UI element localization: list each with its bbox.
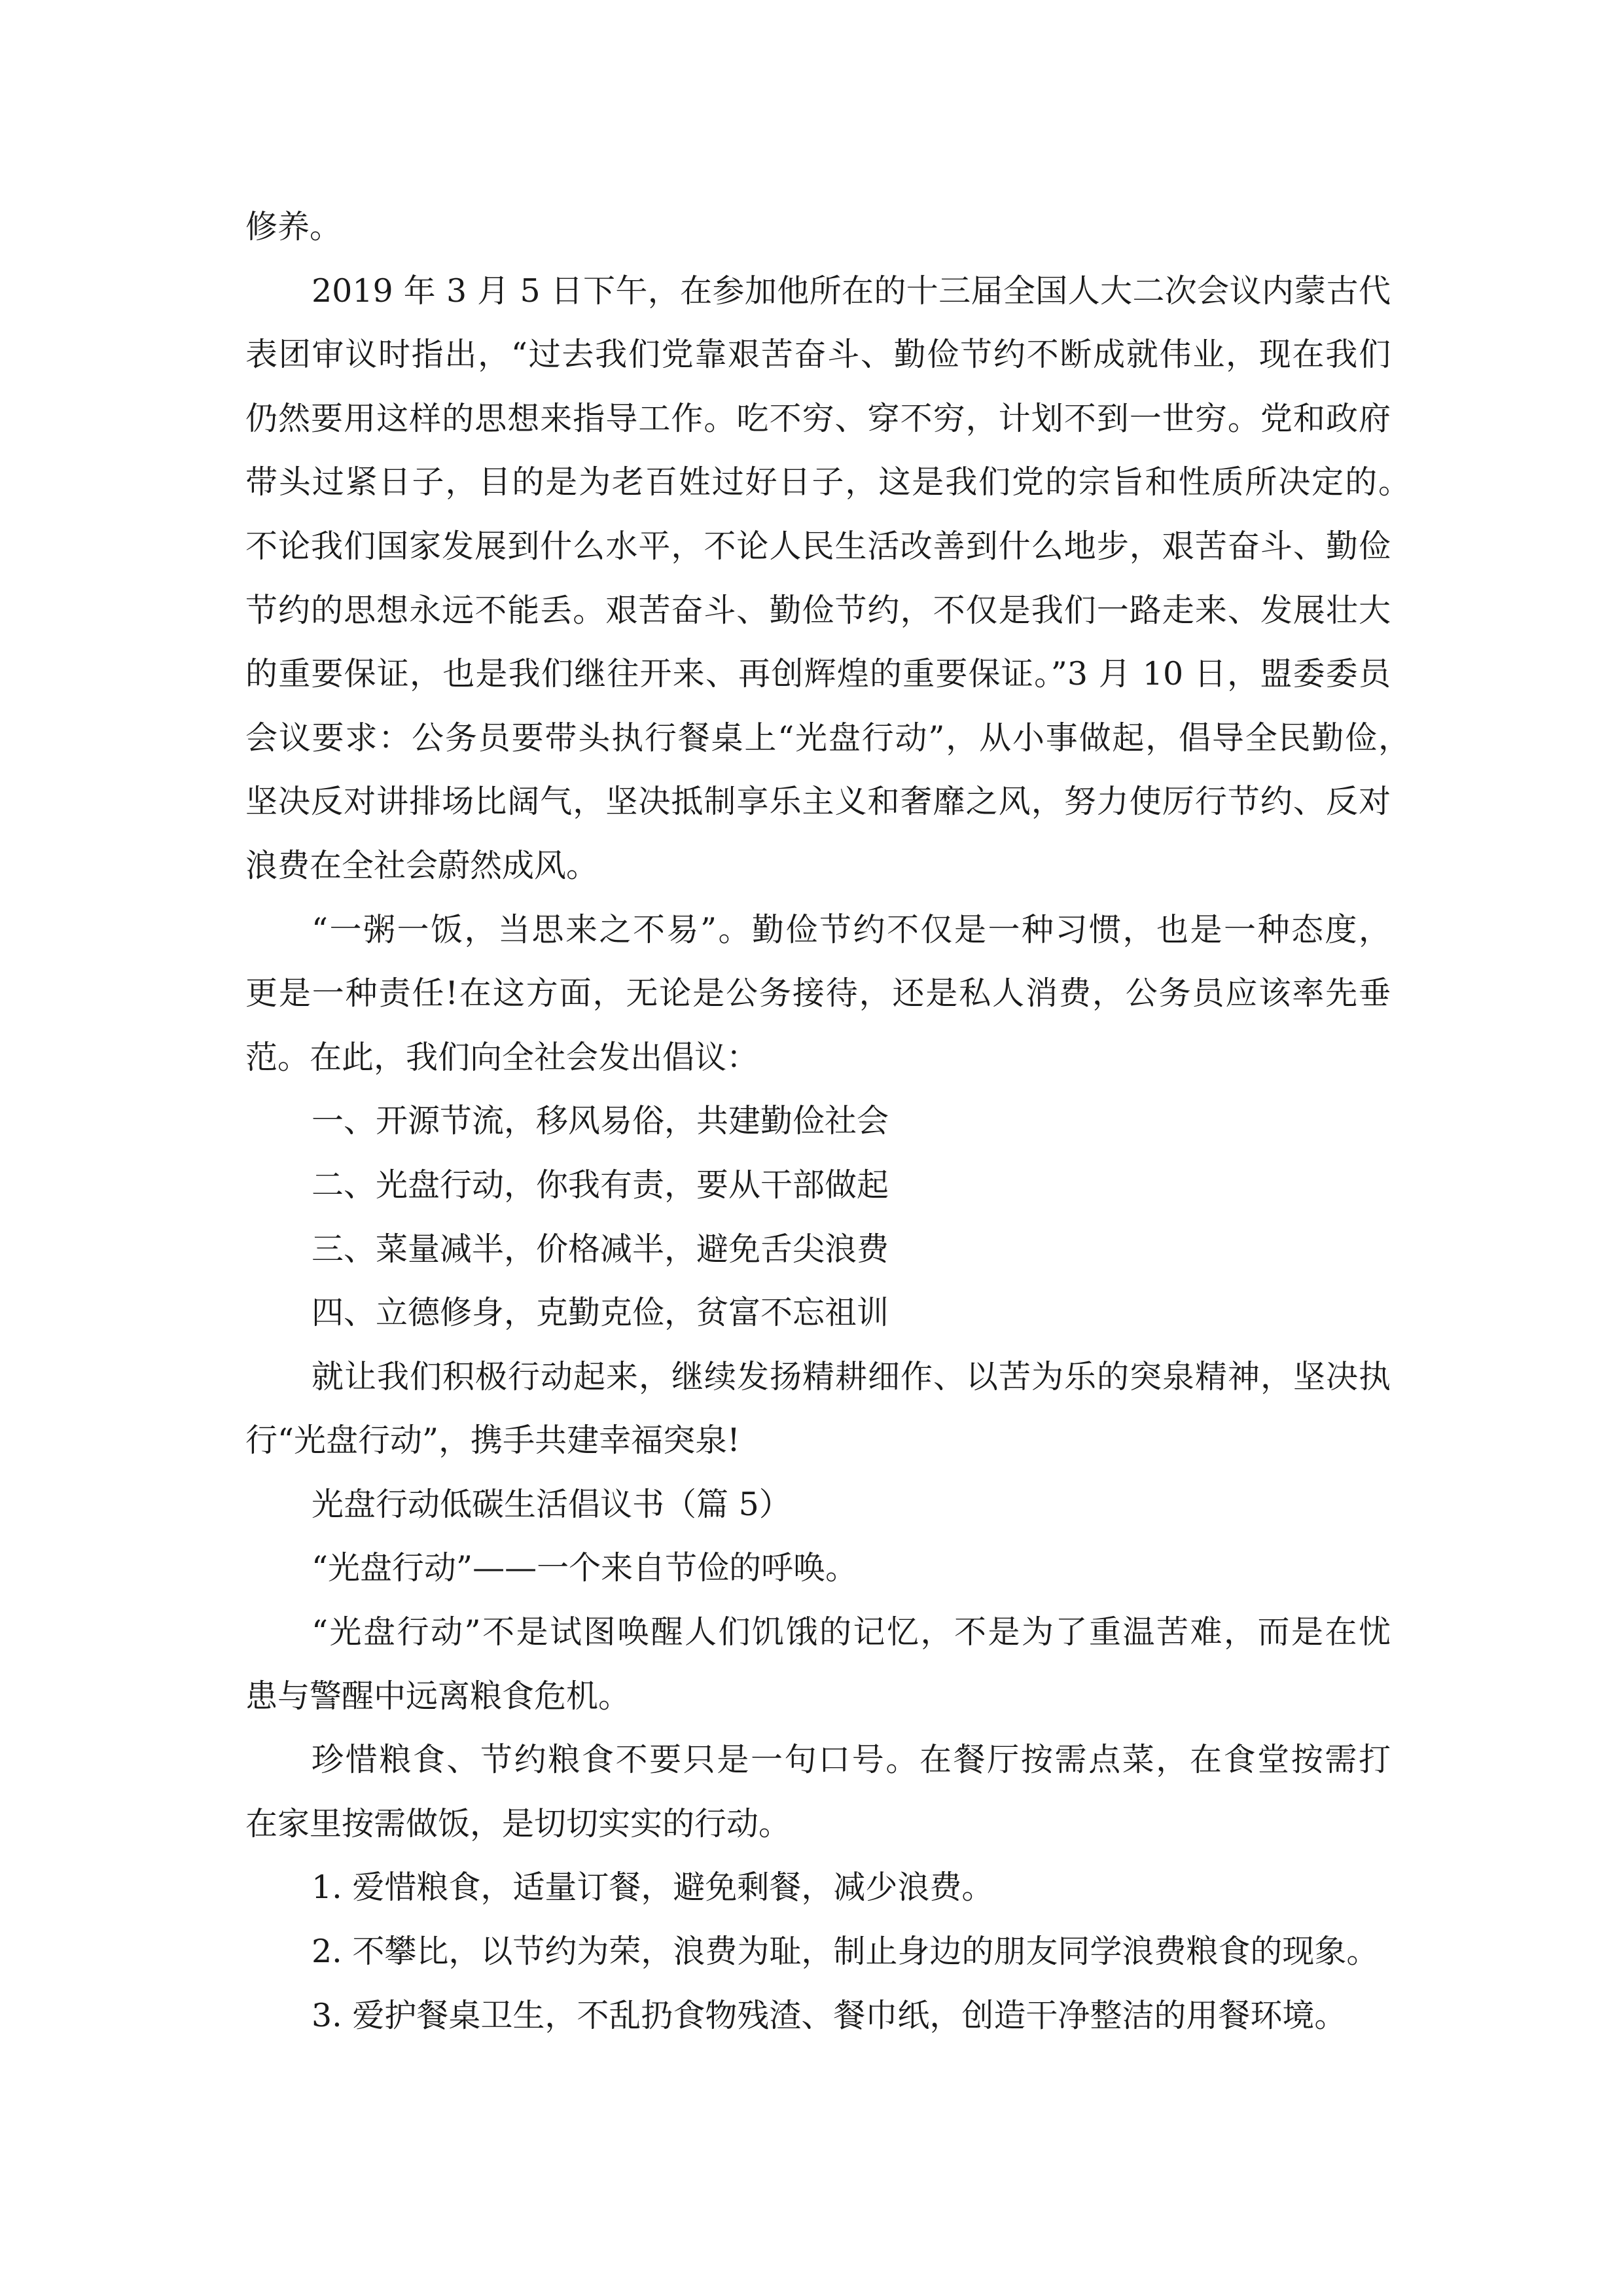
text-line: 坚决反对讲排场比阔气，坚决抵制享乐主义和奢靡之风，努力使厉行节约、反对 <box>245 783 1391 821</box>
text-line: 珍惜粮食、节约粮食不要只是一句口号。在餐厅按需点菜，在食堂按需打 <box>312 1741 1391 1779</box>
text-line: 范。在此，我们向全社会发出倡议： <box>245 1038 759 1076</box>
text-line: 仍然要用这样的思想来指导工作。吃不穷、穿不穷，计划不到一世穷。党和政府 <box>245 399 1391 437</box>
document-body <box>245 195 1410 2047</box>
text-line: 带头过紧日子，目的是为老百姓过好日子，这是我们党的宗旨和性质所决定的。 <box>245 463 1410 501</box>
text-line: 在家里按需做饭，是切切实实的行动。 <box>245 1804 791 1842</box>
section-subtitle: “光盘行动”——一个来自节俭的呼唤。 <box>312 1549 858 1587</box>
proposal-item: 二、光盘行动，你我有责，要从干部做起 <box>312 1166 889 1204</box>
proposal-item: 四、立德修身，克勤克俭，贫富不忘祖训 <box>312 1294 889 1332</box>
text-line: 行“光盘行动”，携手共建幸福突泉! <box>245 1422 740 1460</box>
text-line: “光盘行动”不是试图唤醒人们饥饿的记忆，不是为了重温苦难，而是在忧 <box>312 1613 1391 1651</box>
numbered-item: 1. 爱惜粮食，适量订餐，避免剩餐，减少浪费。 <box>312 1869 994 1907</box>
section-title: 光盘行动低碳生活倡议书（篇 5） <box>312 1485 791 1523</box>
text-line: 的重要保证，也是我们继往开来、再创辉煌的重要保证。”3 月 10 日，盟委委员 <box>245 655 1391 693</box>
text-line: 浪费在全社会蔚然成风。 <box>245 846 599 884</box>
text-line: 节约的思想永远不能丢。艰苦奋斗、勤俭节约，不仅是我们一路走来、发展壮大 <box>245 591 1391 629</box>
text-line: 不论我们国家发展到什么水平，不论人民生活改善到什么地步，艰苦奋斗、勤俭 <box>245 527 1391 565</box>
text-line: 修养。 <box>245 208 342 245</box>
text-line: “一粥一饭，当思来之不易”。勤俭节约不仅是一种习惯，也是一种态度， <box>312 910 1391 948</box>
numbered-item: 2. 不攀比，以节约为荣，浪费为耻，制止身边的朋友同学浪费粮食的现象。 <box>312 1933 1379 1971</box>
proposal-item: 一、开源节流，移风易俗，共建勤俭社会 <box>312 1102 889 1140</box>
text-line: 更是一种责任!在这方面，无论是公务接待，还是私人消费，公务员应该率先垂 <box>245 975 1391 1013</box>
text-line: 2019 年 3 月 5 日下午，在参加他所在的十三届全国人大二次会议内蒙古代 <box>312 272 1391 310</box>
text-line: 表团审议时指出，“过去我们党靠艰苦奋斗、勤俭节约不断成就伟业，现在我们 <box>245 336 1391 374</box>
text-line: 就让我们积极行动起来，继续发扬精耕细作、以苦为乐的突泉精神，坚决执 <box>312 1357 1391 1395</box>
text-line: 会议要求：公务员要带头执行餐桌上“光盘行动”，从小事做起，倡导全民勤俭， <box>245 719 1410 757</box>
proposal-item: 三、菜量减半，价格减半，避免舌尖浪费 <box>312 1230 889 1268</box>
numbered-item: 3. 爱护餐桌卫生，不乱扔食物残渣、餐巾纸，创造干净整洁的用餐环境。 <box>312 1996 1347 2034</box>
text-line: 患与警醒中远离粮食危机。 <box>245 1677 631 1715</box>
